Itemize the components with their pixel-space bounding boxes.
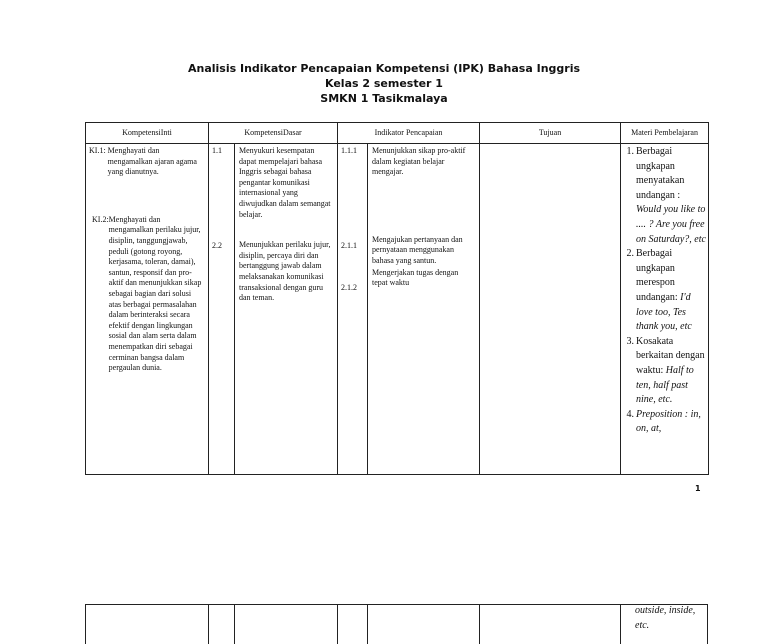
kd-text: Menunjukkan perilaku jujur, disiplin, percaya diri dan bertanggung jawab dalam melaksanakan komunikasi transaksional dengan guru dan teman. [239, 240, 331, 303]
page-number: 1 [695, 484, 701, 493]
table-header-row [86, 123, 709, 144]
header-indikator: Indikator Pencapaian [338, 123, 480, 144]
kd-number: 1.1 [212, 146, 222, 155]
ipk-table [85, 122, 709, 475]
indikator-text: Mengerjakan tugas dengan tepat waktu [372, 267, 459, 288]
table-border [234, 604, 235, 644]
kd-text: Menyukuri kesempatan dapat mempelajari bahasa Inggris sebagai bahasa pengantar komunikasi internasional yang diwujudkan dalam semangat belajar. [239, 146, 331, 219]
materi-continued-line: etc. [635, 619, 650, 631]
table-border [367, 604, 368, 644]
table-border [337, 604, 338, 644]
ki-cell [86, 144, 209, 475]
materi-continued-line: outside, inside, [635, 605, 696, 616]
ki-code: KI.2: [92, 214, 109, 224]
ki-code: KI.1: [89, 146, 106, 155]
materi-cell [621, 144, 709, 475]
materi-item [622, 335, 706, 408]
table-border [479, 604, 480, 644]
materi-continued [634, 604, 695, 633]
materi-example: Would you like to .... ? Are you free on Saturday?, etc [636, 204, 706, 245]
header-kompetensi-inti: KompetensiInti [86, 123, 209, 144]
kd-number-cell [209, 144, 235, 475]
ki-item [89, 215, 204, 374]
table-border [85, 604, 86, 644]
indikator-number-cell [338, 144, 368, 475]
indikator-text-cell [368, 144, 480, 475]
document-header [0, 61, 768, 106]
indikator-number: 1.1.1 [341, 146, 358, 155]
tujuan-cell [480, 144, 621, 475]
table-border [85, 604, 708, 605]
table-border [707, 604, 708, 644]
header-kompetensi-dasar: KompetensiDasar [209, 123, 338, 144]
materi-item [622, 247, 706, 335]
next-page-table [85, 604, 708, 644]
kd-number: 2.2 [212, 240, 222, 250]
header-materi: Materi Pembelajaran [621, 123, 709, 144]
materi-number: 1. [626, 146, 635, 157]
indikator-text: Menunjukkan sikap pro-aktif dalam kegiatan belajar mengajar. [372, 146, 466, 177]
table-border [620, 604, 621, 644]
materi-number: 3. [626, 335, 635, 347]
table-border [208, 604, 209, 644]
indikator-number: 2.1.2 [341, 283, 358, 293]
materi-text: Kosakata berkaitan dengan waktu: [636, 335, 705, 376]
ki-item [89, 146, 204, 178]
ki-text: Menghayati dan mengamalkan ajaran agama yang dianutnya. [107, 146, 197, 177]
materi-text: Berbagai ungkapan menyatakan undangan : [636, 146, 685, 201]
header-tujuan: Tujuan [480, 123, 621, 144]
indikator-text: Mengajukan pertanyaan dan pernyataan menggunakan bahasa yang santun. [372, 234, 463, 265]
ki-text: Menghayati dan mengamalkan perilaku jujur, disiplin, tanggungjawab, peduli (gotong royong, kerjasama, toleran, damai), santun, responsif dan pro-aktif dan menunjukkan sikap sebagai bagian dari solusi atas berbagai permasalahan dalam berinteraksi secara efektif dengan lingkungan sosial dan alam serta dalam menempatkan diri sebagai cerminan bangsa dalam pergaulan dunia. [108, 214, 202, 373]
materi-example: I'd love too, Tes thank you, etc [636, 291, 692, 333]
materi-number: 4. [626, 408, 635, 420]
indikator-number: 2.1.1 [341, 240, 358, 250]
materi-example: Preposition : in, on, at, [636, 408, 701, 435]
document-subtitle: Kelas 2 semester 1 [325, 77, 443, 90]
school-name: SMKN 1 Tasikmalaya [320, 92, 448, 105]
materi-example: Half to ten, half past nine, etc. [636, 364, 694, 406]
materi-text: Berbagai ungkapan merespon undangan: [636, 248, 678, 303]
materi-item [622, 145, 706, 247]
materi-item [622, 408, 706, 437]
materi-number: 2. [626, 248, 635, 260]
kd-text-cell [235, 144, 338, 475]
document-title: Analisis Indikator Pencapaian Kompetensi (IPK) Bahasa Inggris [187, 62, 581, 75]
table-row [86, 144, 709, 475]
